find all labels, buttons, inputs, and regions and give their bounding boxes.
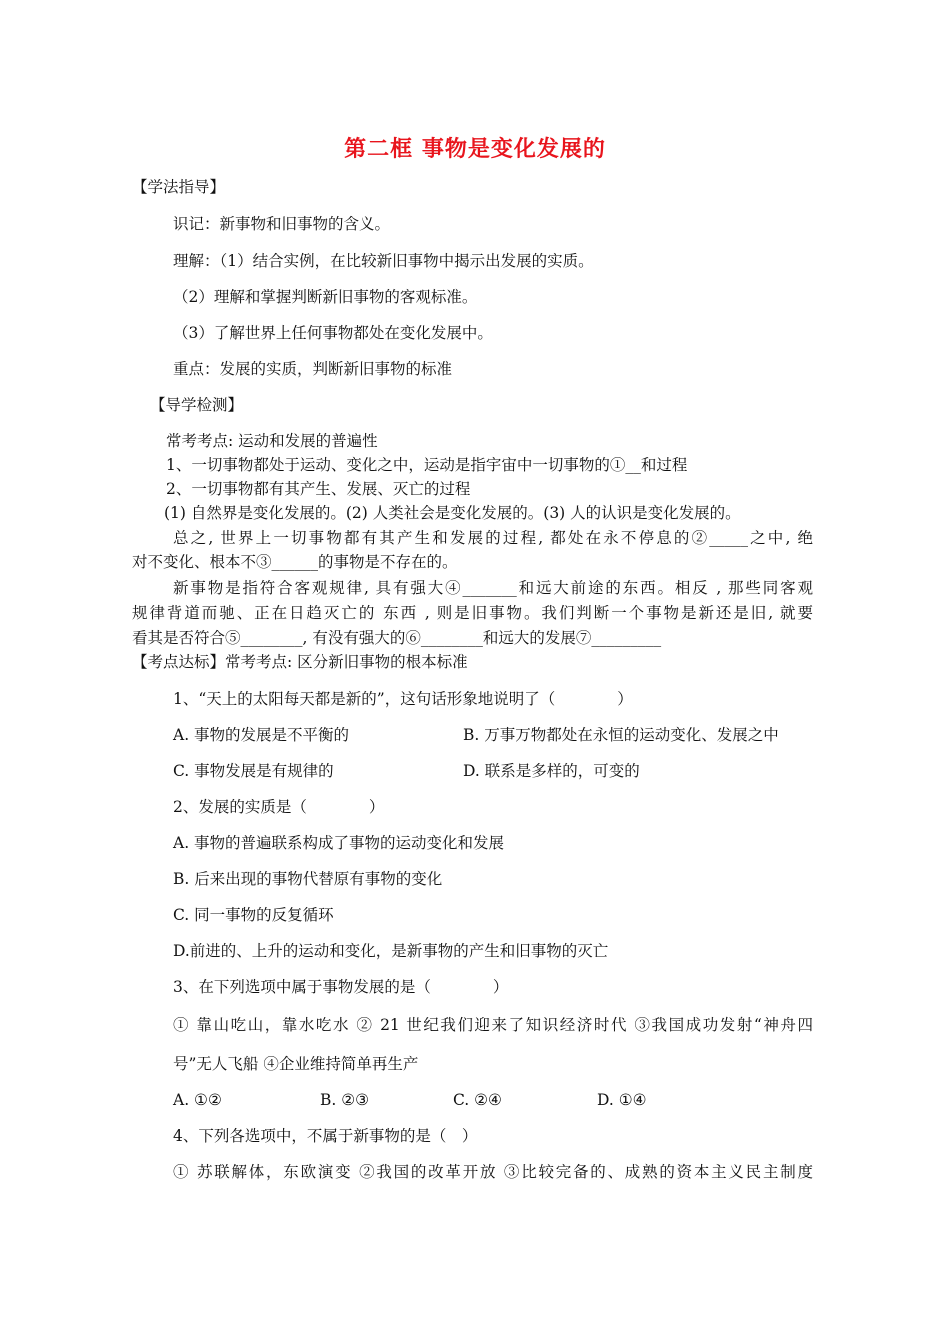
question-1-option-d: D. 联系是多样的，可变的 <box>463 762 640 780</box>
guide-heading: 【学法指导】 <box>132 178 226 196</box>
question-1-stem: 1、“天上的太阳每天都是新的”，这句话形象地说明了（ ） <box>173 690 633 708</box>
question-3-items-line-1: ① 靠山吃山，靠水吃水 ② 21 世纪我们迎来了知识经济时代 ③我国成功发射“神舟四 <box>173 1016 813 1034</box>
guide-understand-2: （2）理解和掌握判断新旧事物的客观标准。 <box>173 288 478 306</box>
page-title: 第二框 事物是变化发展的 <box>344 137 606 162</box>
question-3-option-a: A. ①② <box>173 1091 222 1109</box>
check-summary-line-2: 对不变化、根本不③______的事物是不存在的。 <box>132 553 458 571</box>
check-topic: 常考考点: 运动和发展的普遍性 <box>166 432 378 450</box>
check-new-things-line-2: 规律背道而驰、正在日趋灭亡的 东西 , 则是旧事物。我们判断一个事物是新还是旧, 就要 <box>132 604 813 622</box>
check-heading: 【导学检测】 <box>150 396 244 414</box>
check-summary-line-1: 总之, 世界上一切事物都有其产生和发展的过程, 都处在永不停息的②_____之中, 绝 <box>173 529 813 547</box>
question-4-items-line-1: ① 苏联解体，东欧演变 ②我国的改革开放 ③比较完备的、成熟的资本主义民主制度 <box>173 1163 813 1181</box>
guide-key-points: 重点：发展的实质，判断新旧事物的标准 <box>173 360 453 378</box>
guide-understand-3: （3）了解世界上任何事物都处在变化发展中。 <box>173 324 493 342</box>
standard-heading: 【考点达标】常考考点: 区分新旧事物的根本标准 <box>132 653 468 671</box>
question-1-option-a: A. 事物的发展是不平衡的 <box>173 726 350 744</box>
guide-memorize: 识记：新事物和旧事物的含义。 <box>173 215 391 233</box>
check-new-things-line-1: 新事物是指符合客观规律, 具有强大④_______和远大前途的东西。相反 , 那些同客观 <box>173 579 813 597</box>
question-2-option-d: D.前进的、上升的运动和变化，是新事物的产生和旧事物的灭亡 <box>173 942 609 960</box>
question-3-option-c: C. ②④ <box>453 1091 502 1109</box>
question-4-stem: 4、下列各选项中，不属于新事物的是（ ） <box>173 1127 478 1145</box>
question-2-option-a: A. 事物的普遍联系构成了事物的运动变化和发展 <box>173 834 505 852</box>
question-3-option-d: D. ①④ <box>597 1091 647 1109</box>
question-2-stem: 2、发展的实质是（ ） <box>173 798 385 816</box>
question-3-items-line-2: 号”无人飞船 ④企业维持简单再生产 <box>173 1055 419 1073</box>
question-2-option-b: B. 后来出现的事物代替原有事物的变化 <box>173 870 443 888</box>
check-item-2: 2、一切事物都有其产生、发展、灭亡的过程 <box>166 480 471 498</box>
question-3-stem: 3、在下列选项中属于事物发展的是（ ） <box>173 978 509 996</box>
question-3-option-b: B. ②③ <box>320 1091 370 1109</box>
question-2-option-c: C. 同一事物的反复循环 <box>173 906 334 924</box>
question-1-option-c: C. 事物发展是有规律的 <box>173 762 334 780</box>
check-item-1: 1、一切事物都处于运动、变化之中，运动是指宇宙中一切事物的①__和过程 <box>166 456 688 474</box>
question-1-option-b: B. 万事万物都处在永恒的运动变化、发展之中 <box>463 726 779 744</box>
check-new-things-line-3: 看其是否符合⑤________, 有没有强大的⑥________和远大的发展⑦_________ <box>132 629 662 647</box>
check-item-2-detail: (1) 自然界是变化发展的。(2) 人类社会是变化发展的。(3) 人的认识是变化发展的。 <box>164 504 741 522</box>
guide-understand-1: 理解：（1）结合实例，在比较新旧事物中揭示出发展的实质。 <box>173 252 594 270</box>
